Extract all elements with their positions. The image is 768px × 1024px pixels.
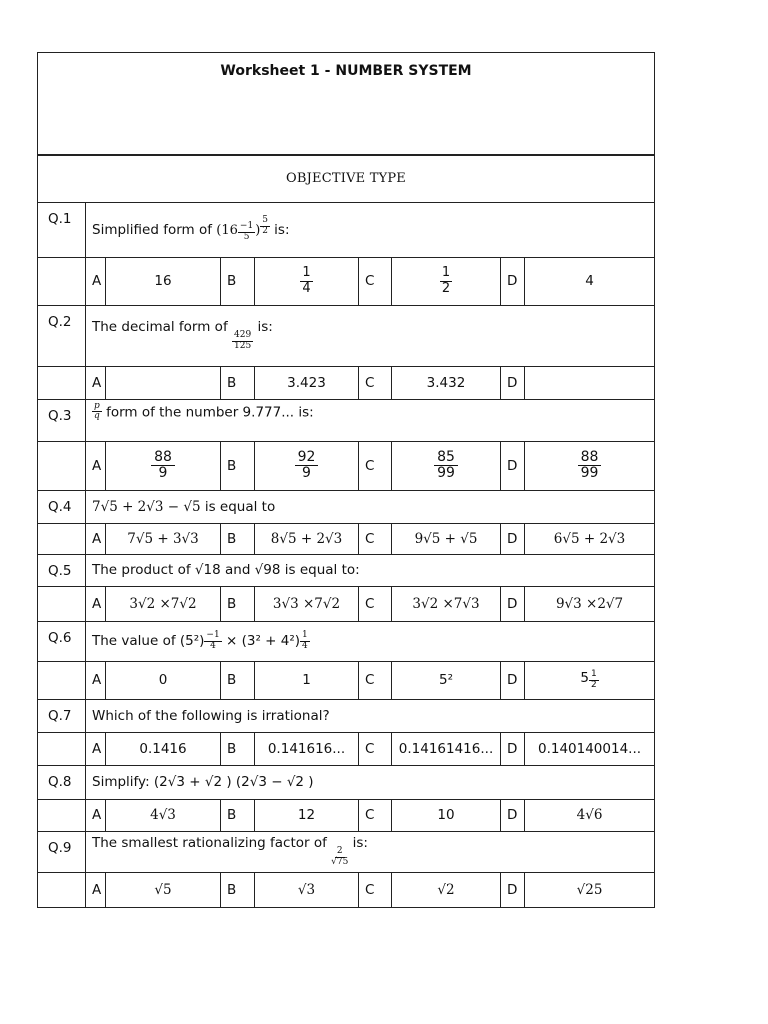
question-text: The smallest rationalizing factor of $\frac{2}{√75}$ is: [86,831,655,872]
option-label: D [501,799,525,831]
option-label: B [221,366,255,399]
option-label: D [501,872,525,907]
question-text-post: is: [274,222,290,239]
option-value: 0.141616... [255,732,359,765]
option-label: A [86,732,106,765]
option-label: C [359,586,392,621]
question-text: The product of √18 and √98 is equal to: [86,554,655,586]
option-label: D [501,661,525,699]
question-number: Q.6 [38,621,86,661]
option-value: 3.432 [392,366,501,399]
options-row [38,523,655,554]
option-label: C [359,523,392,554]
math-expression: (16 $\frac{-1}{5}$ ) $\frac{5}{2}$ [216,215,269,242]
option-value: $\frac{88}{99}$ [525,441,655,490]
option-label: B [221,661,255,699]
option-value: √5 [106,872,221,907]
options-row [38,586,655,621]
exponent-fraction: $\frac{-1}{5}$ [239,221,254,242]
option-label: C [359,366,392,399]
option-value: √3 [255,872,359,907]
option-value: 4√6 [525,799,655,831]
question-number: Q.2 [38,305,86,366]
option-label: A [86,586,106,621]
option-label: C [359,661,392,699]
question-row [38,699,655,732]
option-label: D [501,441,525,490]
option-label: A [86,257,106,305]
option-value [106,366,221,399]
question-text: The decimal form of $\frac{429}{125}$ is: [86,305,655,366]
section-heading: OBJECTIVE TYPE [38,155,655,203]
option-value: 0.1416 [106,732,221,765]
options-row [38,799,655,831]
question-row [38,765,655,799]
question-number: Q.8 [38,765,86,799]
question-row [38,554,655,586]
option-value: 6√5 + 2√3 [525,523,655,554]
option-value: 4 [525,257,655,305]
option-label: A [86,366,106,399]
option-value: 0.14161416... [392,732,501,765]
option-value: 3√3 ×7√2 [255,586,359,621]
option-value: 9√3 ×2√7 [525,586,655,621]
math-fraction: $\frac{429}{125}$ [234,330,252,351]
option-value: 4√3 [106,799,221,831]
question-row [38,831,655,872]
option-value: $\frac{1}{4}$ [255,257,359,305]
question-text [86,202,655,257]
option-value: 9√5 + √5 [392,523,501,554]
option-value: 5² [392,661,501,699]
option-value: √2 [392,872,501,907]
question-number: Q.9 [38,831,86,872]
option-value: √25 [525,872,655,907]
option-value: 12 [255,799,359,831]
option-label: A [86,872,106,907]
option-label: A [86,799,106,831]
option-value [525,366,655,399]
option-value: 3√2 ×7√3 [392,586,501,621]
option-label: D [501,523,525,554]
option-label: B [221,441,255,490]
question-row [38,621,655,661]
options-row [38,366,655,399]
question-text-pre: Simplified form of [92,222,212,239]
option-value: 5 $\frac{1}{2}$ [525,661,655,699]
option-label: D [501,732,525,765]
question-text: 7√5 + 2√3 − √5 is equal to [86,490,655,523]
options-row [38,872,655,907]
option-value: $\frac{85}{99}$ [392,441,501,490]
option-label: B [221,799,255,831]
option-value: 3√2 ×7√2 [106,586,221,621]
option-label: B [221,732,255,765]
exponent-fraction: $\frac{1}{4}$ [302,629,308,651]
worksheet-table [37,52,655,908]
option-label: C [359,872,392,907]
option-label: C [359,441,392,490]
question-number: Q.4 [38,490,86,523]
question-row [38,399,655,441]
option-label: B [221,586,255,621]
options-row [38,732,655,765]
option-value: $\frac{92}{9}$ [255,441,359,490]
exponent-fraction: $\frac{1}{2}$ [590,668,597,690]
option-value: 0.140140014... [525,732,655,765]
question-text: Simplify: (2√3 + √2 ) (2√3 − √2 ) [86,765,655,799]
question-number: Q.3 [38,399,86,441]
option-label: C [359,257,392,305]
option-label: C [359,799,392,831]
option-value: 10 [392,799,501,831]
option-label: A [86,441,106,490]
math-fraction: $\frac{p}{q}$ [94,400,100,422]
question-text: Which of the following is irrational? [86,699,655,732]
option-value: $\frac{1}{2}$ [392,257,501,305]
option-value: 3.423 [255,366,359,399]
math-fraction: $\frac{2}{√75}$ [331,846,349,867]
option-label: D [501,366,525,399]
options-row [38,441,655,490]
worksheet-title: Worksheet 1 - NUMBER SYSTEM [220,63,472,79]
question-text: The value of (5²) $\frac{-1}{4}$ × (3² + 4²) $\frac{1}{4}$ [86,621,655,661]
title-cell [38,53,655,155]
option-label: B [221,523,255,554]
question-number: Q.1 [38,202,86,257]
options-row [38,661,655,699]
math-expression: 7√5 + 2√3 − √5 [92,498,201,515]
option-value: 8√5 + 2√3 [255,523,359,554]
option-label: B [221,872,255,907]
option-value: 1 [255,661,359,699]
options-row [38,257,655,305]
option-value: 0 [106,661,221,699]
option-label: C [359,732,392,765]
question-row [38,305,655,366]
option-value: $\frac{88}{9}$ [106,441,221,490]
question-row [38,202,655,257]
question-number: Q.7 [38,699,86,732]
option-label: A [86,523,106,554]
outer-exponent-fraction: $\frac{5}{2}$ [262,215,269,236]
exponent-fraction: $\frac{-1}{4}$ [206,629,220,651]
option-label: B [221,257,255,305]
question-text: $\frac{p}{q}$ form of the number 9.777... is: [86,399,655,441]
option-label: D [501,586,525,621]
question-row [38,490,655,523]
option-value: 16 [106,257,221,305]
option-value: 7√5 + 3√3 [106,523,221,554]
option-label: A [86,661,106,699]
question-number: Q.5 [38,554,86,586]
option-label: D [501,257,525,305]
